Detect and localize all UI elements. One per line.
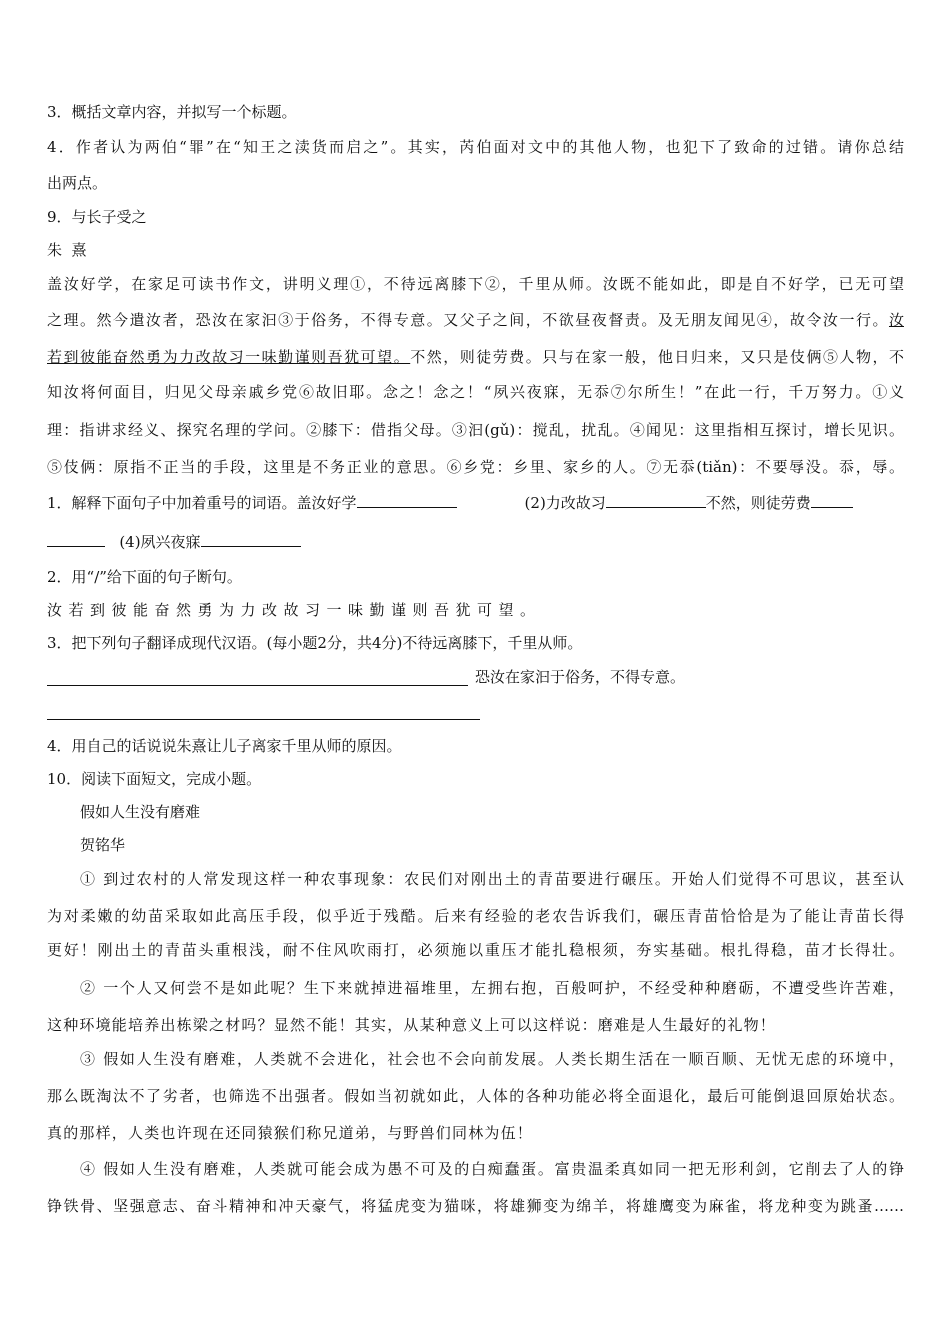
question-text: 不然，则徒劳费: [705, 494, 811, 512]
essay-line: 那么既淘汰不了劣者，也筛选不出强者。假如当初就如此，人体的各种功能必将全面退化，最后可能倒退回原始状态。: [47, 1087, 904, 1105]
passage-text: 之理。然今遣汝者，恐汝在家汩③于俗务，不得专意。又父子之间，不欲昼夜督责。及无朋友闻见④，故令汝一行。: [47, 311, 889, 329]
q9-question-2: 2．用“/”给下面的句子断句。: [47, 568, 242, 586]
essay-line: 为对柔嫩的幼苗采取如此高压手段，似乎近于残酷。后来有经验的老农告诉我们，碾压青苗恰恰是为了能让青苗长得: [47, 907, 904, 925]
essay-line: 铮铁骨、坚强意志、奋斗精神和冲天豪气，将猛虎变为猫咪，将雄狮变为绵羊，将雄鹰变为麻雀，将龙种变为跳蚤……: [47, 1197, 904, 1215]
passage-text: 不然，则徒劳费。只与在家一般，他日归来，又只是伎俩⑤人物，不: [410, 348, 904, 366]
essay-line: 更好！刚出土的青苗头重根浅，耐不住风吹雨打，必须施以重压才能扎稳根须，夯实基础。根扎得稳，苗才长得壮。: [47, 941, 904, 959]
essay-line: ④ 假如人生没有磨难，人类就可能会成为愚不可及的白痴蠢蛋。富贵温柔真如同一把无形利剑，它削去了人的铮: [80, 1160, 904, 1178]
q9-question-4: 4．用自己的话说说朱熹让儿子离家千里从师的原因。: [47, 737, 402, 755]
q8-question-3: 3．概括文章内容，并拟写一个标题。: [47, 103, 297, 121]
question-text: (2)力改故习: [524, 494, 606, 512]
q8-question-4-cont: 出两点。: [47, 174, 108, 192]
q10-title: 10．阅读下面短文，完成小题。: [47, 770, 262, 788]
q9-sentence-to-punctuate: 汝若到彼能奋然勇为力改故习一味勤谨则吾犹可望。: [47, 601, 542, 619]
underlined-sentence: 若到彼能奋然勇为力改故习一味勤谨则吾犹可望。: [47, 348, 411, 366]
essay-title: 假如人生没有磨难: [80, 803, 201, 821]
underlined-start: 汝: [888, 311, 904, 329]
answer-blank[interactable]: [201, 532, 301, 547]
q9-author: 朱 熹: [47, 241, 87, 259]
answer-line[interactable]: [47, 685, 468, 686]
essay-line: 这种环境能培养出栋梁之材吗？显然不能！其实，从某种意义上可以这样说：磨难是人生最好的礼物！: [47, 1016, 777, 1034]
answer-line[interactable]: [47, 719, 480, 720]
q8-question-4: 4．作者认为两伯“罪”在“知王之渎货而启之”。其实，芮伯面对文中的其他人物，也犯下了致命的过错。请你总结: [47, 138, 904, 156]
passage-line: [47, 347, 904, 367]
passage-line: 盖汝好学，在家足可读书作文，讲明义理①，不待远离膝下②，千里从师。汝既不能如此，即是自不好学，已无可望: [47, 275, 904, 293]
question-text: 1．解释下面句子中加着重号的词语。盖汝好学: [47, 494, 357, 512]
question-text: (4)夙兴夜寐: [119, 533, 201, 551]
q9-question-1-cont: [47, 532, 904, 552]
answer-blank[interactable]: [606, 493, 706, 508]
essay-line: ③ 假如人生没有磨难，人类就不会进化，社会也不会向前发展。人类长期生活在一顺百顺、无忧无虑的环境中，: [80, 1050, 904, 1068]
q9-question-3: 3．把下列句子翻译成现代汉语。(每小题2分，共4分)不待远离膝下，千里从师。: [47, 634, 583, 652]
annotation-line: 理：指讲求经义、探究名理的学问。②膝下：借指父母。③汩(gǔ)：搅乱，扰乱。④闻见：这里指相互探讨，增长见识。: [47, 421, 904, 439]
q9-question-3-b: 恐汝在家汩于俗务，不得专意。: [475, 668, 686, 686]
answer-blank[interactable]: [357, 493, 457, 508]
passage-line: [47, 310, 904, 330]
q9-question-1: [47, 493, 904, 513]
essay-line: 真的那样，人类也许现在还同猿猴们称兄道弟，与野兽们同林为伍！: [47, 1124, 534, 1142]
essay-line: ① 到过农村的人常发现这样一种农事现象：农民们对刚出土的青苗要进行碾压。开始人们觉得不可思议，甚至认: [80, 870, 904, 888]
annotation-line: ⑤伎俩：原指不正当的手段，这里是不务正业的意思。⑥乡党：乡里、家乡的人。⑦无忝(tiǎn)：不要辱没。忝，辱。: [47, 458, 904, 476]
essay-line: ② 一个人又何尝不是如此呢？生下来就掉进福堆里，左拥右抱，百般呵护，不经受种种磨砺，不遭受些许苦难，: [80, 979, 904, 997]
answer-blank[interactable]: [47, 532, 105, 547]
q9-title: 9．与长子受之: [47, 208, 147, 226]
answer-blank[interactable]: [811, 493, 853, 508]
essay-author: 贺铭华: [80, 836, 126, 854]
passage-line: 知汝将何面目，归见父母亲戚乡党⑥故旧耶。念之！念之！“夙兴夜寐，无忝⑦尔所生！”在此一行，千万努力。①义: [47, 383, 904, 401]
